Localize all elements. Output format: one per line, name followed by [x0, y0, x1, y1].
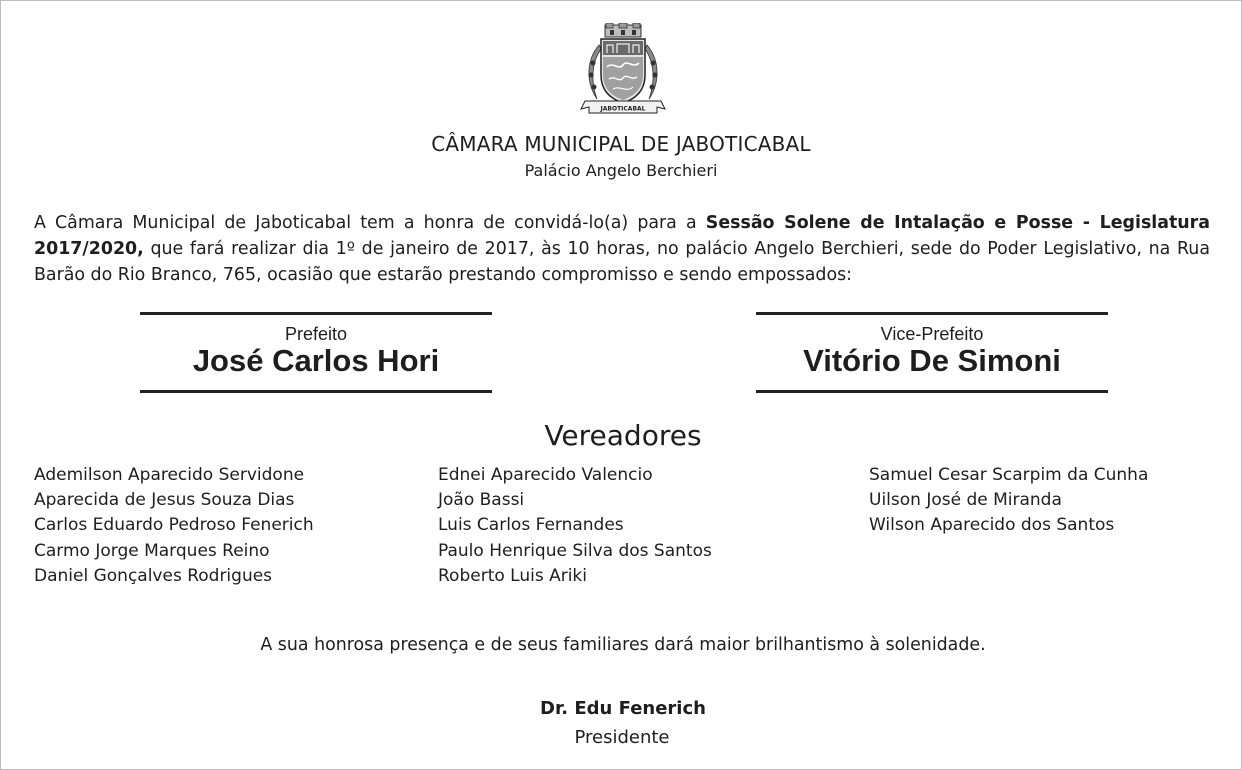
- invitation-text: [34, 210, 1210, 288]
- councillors-title: Vereadores: [544, 419, 702, 452]
- councillor-name: Paulo Henrique Silva dos Santos: [438, 540, 712, 561]
- councillor-name: Aparecida de Jesus Souza Dias: [34, 490, 295, 511]
- councillor-name: Wilson Aparecido dos Santos: [869, 515, 1115, 536]
- vice-mayor-title: Vice-Prefeito: [880, 324, 984, 344]
- crest-ribbon-text: JABOTICABAL: [600, 105, 646, 113]
- mayor-name: José Carlos Hori: [192, 343, 440, 378]
- closing-text: A sua honrosa presença e de seus familiares dará maior brilhantismo à solenidade.: [260, 635, 986, 655]
- coat-of-arms-icon: [577, 23, 669, 117]
- councillors-column-2: [438, 463, 712, 589]
- signer-role: Presidente: [574, 727, 670, 748]
- councillors-column-3: [869, 463, 1148, 539]
- councillor-name: Roberto Luis Ariki: [438, 565, 587, 586]
- institution-name: CÂMARA MUNICIPAL DE JABOTICABAL: [431, 132, 811, 156]
- mayor-box: [140, 312, 492, 393]
- councillor-name: Daniel Gonçalves Rodrigues: [34, 565, 273, 586]
- councillor-name: João Bassi: [438, 490, 525, 511]
- councillor-name: Samuel Cesar Scarpim da Cunha: [869, 465, 1149, 485]
- councillor-name: Luis Carlos Fernandes: [438, 515, 624, 536]
- mayor-title: Prefeito: [284, 324, 348, 344]
- palace-name: Palácio Angelo Berchieri: [524, 161, 718, 180]
- invitation-part2: que fará realizar dia 1º de janeiro de 2017, às 10 horas, no palácio Angelo Berchieri, sede do Poder Legislativo, na Rua Barão do Rio Branco, 765, ocasião que estarão prestando compromisso e sendo empossados:: [34, 239, 1210, 285]
- signer-name: Dr. Edu Fenerich: [540, 698, 706, 719]
- councillor-name: Ednei Aparecido Valencio: [438, 465, 653, 485]
- councillors-column-1: [34, 463, 314, 589]
- vice-mayor-name: Vitório De Simoni: [803, 343, 1061, 378]
- councillor-name: Ademilson Aparecido Servidone: [34, 465, 305, 485]
- councillor-name: Carmo Jorge Marques Reino: [34, 540, 270, 561]
- vice-mayor-box: [756, 312, 1108, 393]
- invitation-session: Sessão Solene de Intalação e Posse - Legislatura 2017/2020,: [34, 213, 1210, 259]
- councillor-name: Carlos Eduardo Pedroso Fenerich: [34, 515, 314, 536]
- invitation-part1: A Câmara Municipal de Jaboticabal tem a honra de convidá-lo(a) para a: [34, 213, 706, 233]
- councillor-name: Uilson José de Miranda: [869, 490, 1062, 511]
